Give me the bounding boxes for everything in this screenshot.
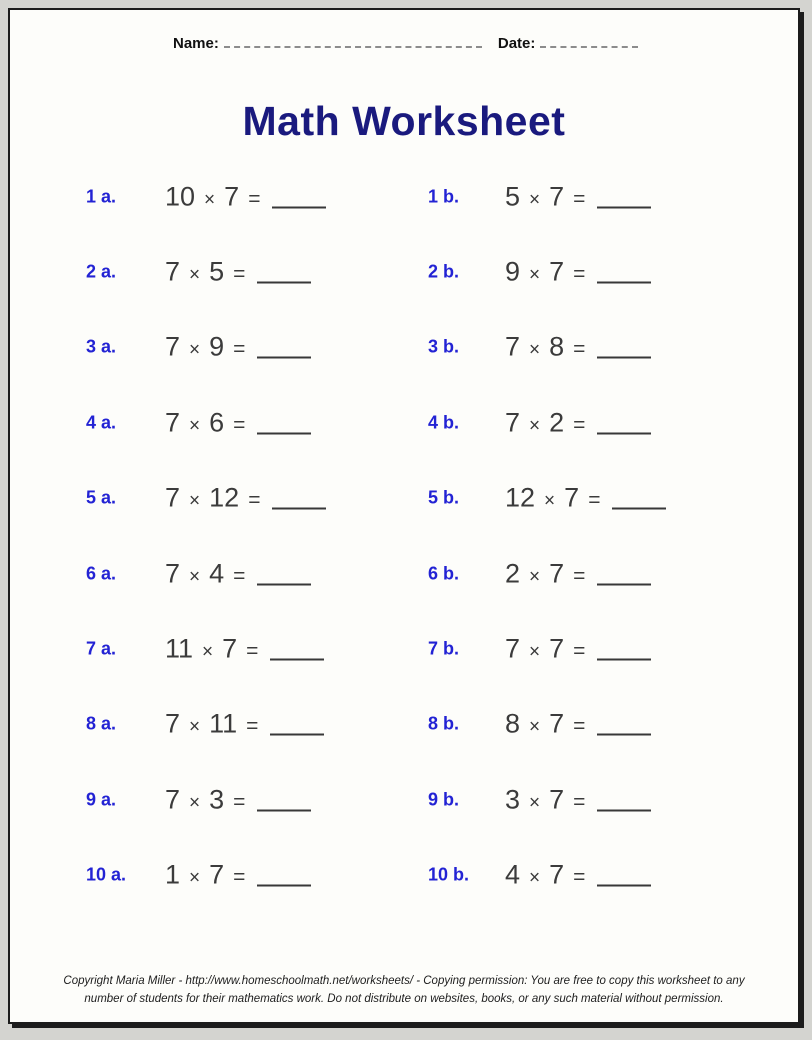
problem-label-3b: 3 b. xyxy=(428,336,460,357)
problem-label-10a: 10 a. xyxy=(86,864,127,885)
problem-row-3 xyxy=(10,310,798,385)
problem-expression-3b xyxy=(505,332,651,363)
times-sign: × xyxy=(529,189,541,211)
problem-expression-9a xyxy=(165,784,311,815)
equals-sign: = xyxy=(248,488,261,512)
problem-expression-1a xyxy=(165,181,326,212)
factor-2: 9 xyxy=(209,331,225,362)
answer-blank xyxy=(597,885,651,887)
answer-blank xyxy=(257,583,311,585)
answer-blank xyxy=(257,432,311,434)
times-sign: × xyxy=(529,792,541,814)
times-sign: × xyxy=(189,339,201,361)
name-fill-line xyxy=(224,34,482,48)
copyright-line-2: number of students for their mathematics work. Do not distribute on websites, books, or any such material without permission. xyxy=(84,993,724,1005)
factor-1: 11 xyxy=(165,633,194,664)
times-sign: × xyxy=(529,716,541,738)
problem-label-5b: 5 b. xyxy=(428,487,460,508)
factor-2: 7 xyxy=(224,181,240,212)
factor-2: 2 xyxy=(549,407,565,438)
factor-1: 7 xyxy=(505,633,521,664)
problem-expression-4a xyxy=(165,407,311,438)
problem-label-2a: 2 a. xyxy=(86,261,117,282)
problem-label-6a: 6 a. xyxy=(86,563,117,584)
factor-1: 9 xyxy=(505,256,521,287)
times-sign: × xyxy=(529,641,541,663)
answer-blank xyxy=(257,885,311,887)
problem-expression-10a xyxy=(165,860,311,891)
equals-sign: = xyxy=(233,790,246,814)
equals-sign: = xyxy=(573,639,586,663)
problem-label-1b: 1 b. xyxy=(428,186,460,207)
answer-blank xyxy=(612,508,666,510)
equals-sign: = xyxy=(233,865,246,889)
answer-blank xyxy=(597,357,651,359)
factor-2: 7 xyxy=(549,708,565,739)
equals-sign: = xyxy=(573,714,586,738)
answer-blank xyxy=(597,809,651,811)
factor-2: 12 xyxy=(209,482,240,513)
problem-row-2 xyxy=(10,234,798,309)
answer-blank xyxy=(257,809,311,811)
times-sign: × xyxy=(189,264,201,286)
factor-1: 5 xyxy=(505,181,521,212)
times-sign: × xyxy=(189,867,201,889)
times-sign: × xyxy=(189,415,201,437)
factor-1: 12 xyxy=(505,482,536,513)
times-sign: × xyxy=(529,415,541,437)
equals-sign: = xyxy=(233,564,246,588)
times-sign: × xyxy=(202,641,214,663)
equals-sign: = xyxy=(573,187,586,211)
problem-expression-7b xyxy=(505,634,651,665)
equals-sign: = xyxy=(573,337,586,361)
equals-sign: = xyxy=(573,564,586,588)
factor-1: 4 xyxy=(505,859,521,890)
worksheet-header xyxy=(173,34,638,52)
times-sign: × xyxy=(529,566,541,588)
answer-blank xyxy=(270,659,324,661)
problem-row-7 xyxy=(10,611,798,686)
equals-sign: = xyxy=(233,413,246,437)
problem-label-6b: 6 b. xyxy=(428,563,460,584)
times-sign: × xyxy=(529,264,541,286)
name-label: Name: xyxy=(173,35,219,52)
factor-1: 7 xyxy=(165,558,181,589)
problem-expression-5b xyxy=(505,483,666,514)
times-sign: × xyxy=(529,867,541,889)
answer-blank xyxy=(597,583,651,585)
problem-label-4a: 4 a. xyxy=(86,412,117,433)
factor-2: 7 xyxy=(549,859,565,890)
factor-2: 11 xyxy=(209,708,238,739)
factor-2: 7 xyxy=(549,558,565,589)
problem-label-2b: 2 b. xyxy=(428,261,460,282)
date-fill-line xyxy=(540,34,638,48)
problem-label-8a: 8 a. xyxy=(86,713,117,734)
problem-row-5 xyxy=(10,461,798,536)
problem-expression-3a xyxy=(165,332,311,363)
factor-2: 7 xyxy=(549,181,565,212)
times-sign: × xyxy=(189,490,201,512)
problem-label-7a: 7 a. xyxy=(86,638,117,659)
factor-2: 6 xyxy=(209,407,225,438)
factor-2: 7 xyxy=(549,633,565,664)
problem-expression-2a xyxy=(165,257,311,288)
factor-2: 7 xyxy=(209,859,225,890)
answer-blank xyxy=(597,734,651,736)
problem-row-4 xyxy=(10,385,798,460)
equals-sign: = xyxy=(573,790,586,814)
problem-expression-5a xyxy=(165,483,326,514)
factor-1: 3 xyxy=(505,784,521,815)
page-title: Math Worksheet xyxy=(242,98,566,144)
problem-label-8b: 8 b. xyxy=(428,713,460,734)
factor-1: 7 xyxy=(165,482,181,513)
factor-1: 7 xyxy=(165,331,181,362)
equals-sign: = xyxy=(573,262,586,286)
problem-label-3a: 3 a. xyxy=(86,336,117,357)
worksheet-page xyxy=(8,8,800,1024)
equals-sign: = xyxy=(573,413,586,437)
equals-sign: = xyxy=(246,639,259,663)
equals-sign: = xyxy=(233,262,246,286)
factor-1: 7 xyxy=(165,256,181,287)
equals-sign: = xyxy=(248,187,261,211)
factor-1: 7 xyxy=(165,407,181,438)
problem-label-10b: 10 b. xyxy=(428,864,470,885)
problem-expression-6a xyxy=(165,558,311,589)
problem-label-7b: 7 b. xyxy=(428,638,460,659)
answer-blank xyxy=(597,432,651,434)
factor-2: 8 xyxy=(549,331,565,362)
times-sign: × xyxy=(189,566,201,588)
factor-1: 2 xyxy=(505,558,521,589)
problem-expression-10b xyxy=(505,860,651,891)
factor-1: 10 xyxy=(165,181,196,212)
copyright-line-1: Copyright Maria Miller - http://www.homeschoolmath.net/worksheets/ - Copying permission: You are free to copy this worksheet to any xyxy=(63,975,745,987)
factor-2: 7 xyxy=(549,256,565,287)
factor-2: 4 xyxy=(209,558,225,589)
problem-expression-1b xyxy=(505,181,651,212)
date-label: Date: xyxy=(497,35,536,52)
problem-row-8 xyxy=(10,687,798,762)
times-sign: × xyxy=(189,792,201,814)
factor-1: 7 xyxy=(505,407,521,438)
answer-blank xyxy=(272,508,326,510)
factor-2: 5 xyxy=(209,256,225,287)
factor-1: 8 xyxy=(505,708,521,739)
problem-label-9a: 9 a. xyxy=(86,789,117,810)
answer-blank xyxy=(272,206,326,208)
problem-expression-9b xyxy=(505,784,651,815)
problem-expression-6b xyxy=(505,558,651,589)
equals-sign: = xyxy=(233,337,246,361)
problem-expression-2b xyxy=(505,257,651,288)
problems-grid xyxy=(10,159,798,913)
problem-expression-8a xyxy=(165,709,324,740)
factor-1: 1 xyxy=(165,859,181,890)
factor-2: 7 xyxy=(564,482,580,513)
times-sign: × xyxy=(529,339,541,361)
answer-blank xyxy=(597,206,651,208)
factor-1: 7 xyxy=(165,784,181,815)
times-sign: × xyxy=(189,716,201,738)
problem-row-6 xyxy=(10,536,798,611)
times-sign: × xyxy=(204,189,216,211)
answer-blank xyxy=(270,734,324,736)
problem-expression-8b xyxy=(505,709,651,740)
problem-row-10 xyxy=(10,838,798,913)
factor-1: 7 xyxy=(505,331,521,362)
problem-label-4b: 4 b. xyxy=(428,412,460,433)
copyright-footer xyxy=(10,972,798,1008)
problem-label-1a: 1 a. xyxy=(86,186,117,207)
problem-expression-7a xyxy=(165,634,324,665)
equals-sign: = xyxy=(246,714,259,738)
factor-2: 3 xyxy=(209,784,225,815)
problem-row-9 xyxy=(10,762,798,837)
factor-2: 7 xyxy=(222,633,238,664)
answer-blank xyxy=(257,357,311,359)
factor-1: 7 xyxy=(165,708,181,739)
problem-expression-4b xyxy=(505,407,651,438)
times-sign: × xyxy=(544,490,556,512)
problem-label-9b: 9 b. xyxy=(428,789,460,810)
equals-sign: = xyxy=(588,488,601,512)
answer-blank xyxy=(257,282,311,284)
problem-label-5a: 5 a. xyxy=(86,487,117,508)
answer-blank xyxy=(597,659,651,661)
problem-row-1 xyxy=(10,159,798,234)
equals-sign: = xyxy=(573,865,586,889)
factor-2: 7 xyxy=(549,784,565,815)
answer-blank xyxy=(597,282,651,284)
